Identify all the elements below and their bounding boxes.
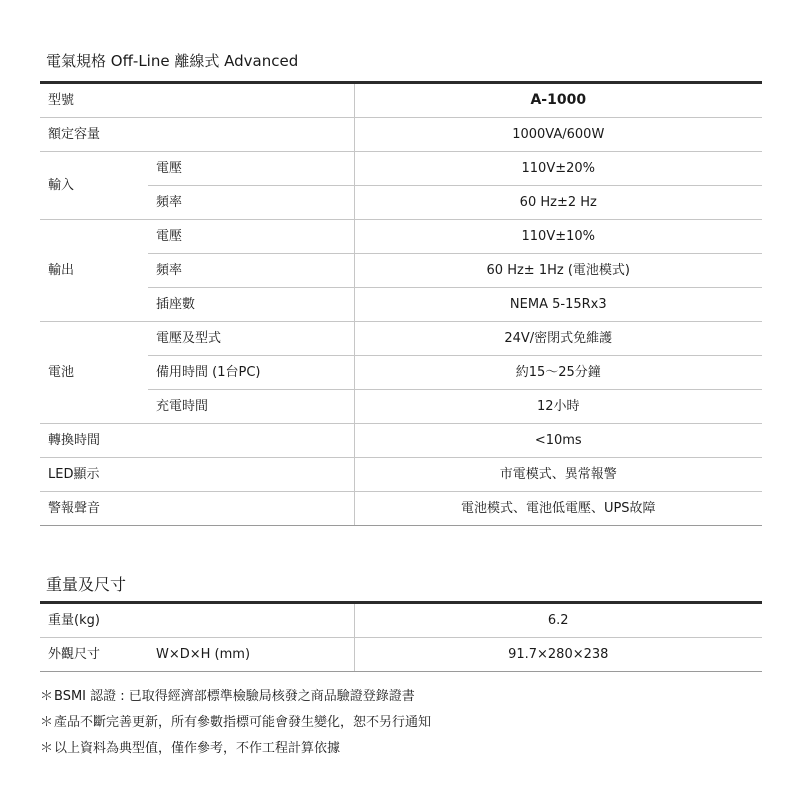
electrical-spec-table bbox=[40, 81, 762, 526]
weight-label: 重量(kg) bbox=[40, 603, 354, 638]
battery-backup-time-label: 備用時間 (1台PC) bbox=[148, 356, 354, 390]
table-row bbox=[40, 220, 762, 254]
table-row bbox=[40, 288, 762, 322]
asterisk-icon: ＊ bbox=[40, 715, 54, 730]
table-row bbox=[40, 603, 762, 638]
battery-group-label: 電池 bbox=[40, 322, 148, 424]
output-voltage-label: 電壓 bbox=[148, 220, 354, 254]
footnote-text: 產品不斷完善更新，所有參數指標可能會發生變化，恕不另行通知 bbox=[54, 715, 432, 730]
dimensions-title: 重量及尺寸 bbox=[46, 575, 127, 594]
weight-value: 6.2 bbox=[354, 603, 762, 638]
alarm-label: 警報聲音 bbox=[40, 492, 354, 526]
rated-capacity-value: 1000VA/600W bbox=[354, 118, 762, 152]
output-frequency-label: 頻率 bbox=[148, 254, 354, 288]
asterisk-icon: ＊ bbox=[40, 689, 54, 704]
size-value: 91.7×280×238 bbox=[354, 638, 762, 672]
rated-capacity-label: 額定容量 bbox=[40, 118, 354, 152]
input-voltage-value: 110V±20% bbox=[354, 152, 762, 186]
output-outlets-label: 插座數 bbox=[148, 288, 354, 322]
led-value: 市電模式、異常報警 bbox=[354, 458, 762, 492]
footnote-text: 以上資料為典型值，僅作參考，不作工程計算依據 bbox=[54, 741, 341, 756]
input-voltage-label: 電壓 bbox=[148, 152, 354, 186]
asterisk-icon: ＊ bbox=[40, 741, 54, 756]
footnote bbox=[40, 710, 762, 736]
size-label: 外觀尺寸 bbox=[40, 638, 148, 672]
battery-charge-time-label: 充電時間 bbox=[148, 390, 354, 424]
input-frequency-label: 頻率 bbox=[148, 186, 354, 220]
table-row bbox=[40, 118, 762, 152]
transfer-time-label: 轉換時間 bbox=[40, 424, 354, 458]
table-row bbox=[40, 356, 762, 390]
footnote bbox=[40, 736, 762, 762]
footnotes bbox=[40, 684, 762, 762]
input-frequency-value: 60 Hz±2 Hz bbox=[354, 186, 762, 220]
input-group-label: 輸入 bbox=[40, 152, 148, 220]
battery-type-label: 電壓及型式 bbox=[148, 322, 354, 356]
model-value: A-1000 bbox=[354, 83, 762, 118]
model-label: 型號 bbox=[40, 83, 354, 118]
table-row bbox=[40, 638, 762, 672]
electrical-spec-title: 電氣規格 Off-Line 離線式 Advanced bbox=[46, 52, 299, 70]
alarm-value: 電池模式、電池低電壓、UPS故障 bbox=[354, 492, 762, 526]
battery-type-value: 24V/密閉式免維護 bbox=[354, 322, 762, 356]
table-row bbox=[40, 83, 762, 118]
table-row bbox=[40, 458, 762, 492]
footnote-text: BSMI 認證 : 已取得經濟部標準檢驗局核發之商品驗證登錄證書 bbox=[54, 689, 415, 704]
dimensions-table bbox=[40, 601, 762, 672]
output-group-label: 輸出 bbox=[40, 220, 148, 322]
table-row bbox=[40, 424, 762, 458]
table-row bbox=[40, 254, 762, 288]
table-row bbox=[40, 186, 762, 220]
table-row bbox=[40, 390, 762, 424]
led-label: LED顯示 bbox=[40, 458, 354, 492]
transfer-time-value: <10ms bbox=[354, 424, 762, 458]
size-sublabel: W×D×H (mm) bbox=[148, 638, 354, 672]
table-row bbox=[40, 152, 762, 186]
table-row bbox=[40, 322, 762, 356]
table-row bbox=[40, 492, 762, 526]
battery-backup-time-value: 約15～25分鐘 bbox=[354, 356, 762, 390]
battery-charge-time-value: 12小時 bbox=[354, 390, 762, 424]
output-outlets-value: NEMA 5-15Rx3 bbox=[354, 288, 762, 322]
output-frequency-value: 60 Hz± 1Hz (電池模式) bbox=[354, 254, 762, 288]
output-voltage-value: 110V±10% bbox=[354, 220, 762, 254]
footnote bbox=[40, 684, 762, 710]
